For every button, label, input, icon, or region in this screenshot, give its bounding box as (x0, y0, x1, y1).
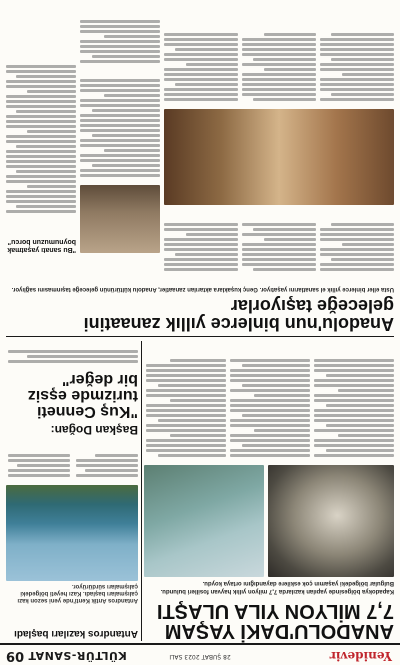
sidebar-headline: Antandros kazıları başladı (14, 628, 138, 639)
body-column (314, 357, 394, 459)
body-column (230, 357, 310, 459)
body-column (146, 357, 226, 459)
article2-column (242, 221, 316, 273)
handicraft-photo (164, 109, 394, 205)
pull-quote: "Bu sanatı yaşatmak boynumuzun borcu" (7, 238, 76, 253)
article2-column (80, 77, 160, 179)
interview-name: Başkan Doğan: (50, 423, 138, 437)
newspaper-logo: Yenidevir (329, 649, 392, 663)
article2-headline: Anadolu'nun binlerce yıllık zanaatini geleceğe taşıyorlar (83, 296, 394, 334)
issue-date: 28 ŞUBAT 2023 SALI (169, 653, 231, 660)
sidebar-column (8, 452, 70, 479)
article2-column (6, 63, 76, 215)
article2-column (320, 31, 394, 103)
article2-column (164, 221, 238, 273)
interview-quote: "Kuş Cenneti turizmde eşsiz bir değer" (27, 371, 138, 420)
sidebar-column (76, 452, 138, 479)
article2-column (320, 221, 394, 273)
column-rule (141, 341, 142, 641)
section-title: KÜLTÜR-SANAT (28, 649, 127, 662)
article2-deck: Usta eller binlerce yıllık el sanatlarını yaşatıyor. Genç kuşaklara aktarılan zanaatler, Anadolu kültürünün geleceğe taşınmasını sağlıyor. (11, 286, 394, 292)
article-deck: Kapadokya bölgesinde yapılan kazılarda 7,7 milyon yıllık hayvan fosilleri bulundu. Bulgular bölgedeki yaşamın çok eskilere dayandığını ortaya koydu. (160, 580, 394, 594)
masthead (0, 643, 400, 665)
travertine-photo (144, 465, 264, 577)
cave-photo (268, 465, 394, 577)
article2-column (80, 18, 160, 65)
interview-body (8, 348, 138, 365)
section-rule (6, 336, 394, 337)
article2-column (242, 31, 316, 103)
article2-column (164, 31, 238, 103)
article-headline: ANADOLU'DAKİ YAŞAM 7,7 MİLYON YILA ULAŞTI (156, 600, 394, 642)
coastline-photo (6, 485, 138, 581)
page-number: 09 (6, 648, 25, 663)
sidebar-subhead: Antandros Antik Kenti'nde yeni sezon kazı çalışmaları başladı. Kazı heyeti bölgedeki çalışmaları sürdürüyor. (17, 583, 138, 603)
artisan-photo (80, 185, 160, 253)
